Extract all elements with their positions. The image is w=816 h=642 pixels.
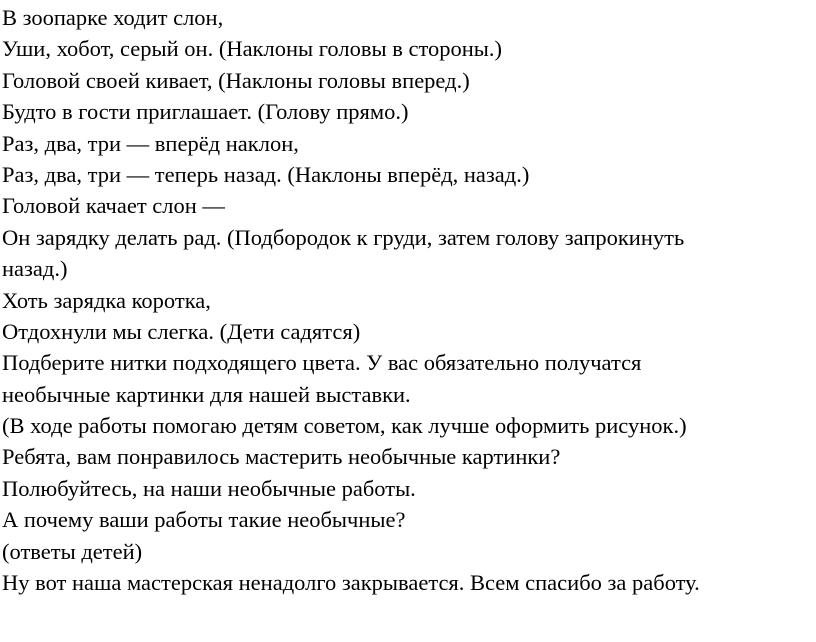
instruction-line-1-continued: необычные картинки для нашей выставки. — [2, 381, 411, 407]
poem-line-3: Головой своей кивает, (Наклоны головы вперед.) — [2, 67, 470, 93]
closing-line: Ну вот наша мастерская ненадолго закрывается. Всем спасибо за работу. — [2, 570, 700, 596]
poem-line-7: Головой качает слон — — [2, 193, 225, 219]
document-body — [2, 0, 812, 598]
statement-line: Полюбуйтесь, на наши необычные работы. — [2, 475, 416, 501]
poem-line-8-continued: назад.) — [2, 256, 68, 282]
question-line-2: А почему ваши работы такие необычные? — [2, 507, 406, 533]
children-answers-note: (ответы детей) — [2, 538, 143, 564]
question-line-1: Ребята, вам понравилось мастерить необычные картинки? — [2, 444, 561, 470]
poem-line-4: Будто в гости приглашает. (Голову прямо.) — [2, 99, 409, 125]
teacher-note: (В ходе работы помогаю детям советом, как лучше оформить рисунок.) — [2, 413, 687, 439]
poem-line-8: Он зарядку делать рад. (Подбородок к груди, затем голову запрокинуть — [2, 224, 685, 250]
instruction-line-1: Подберите нитки подходящего цвета. У вас обязательно получатся — [2, 350, 642, 376]
poem-line-1: В зоопарке ходит слон, — [2, 5, 224, 30]
poem-line-5: Раз, два, три — вперёд наклон, — [2, 130, 299, 156]
poem-line-9: Хоть зарядка коротка, — [2, 287, 211, 313]
poem-line-2: Уши, хобот, серый он. (Наклоны головы в стороны.) — [2, 36, 503, 62]
poem-line-6: Раз, два, три — теперь назад. (Наклоны вперёд, назад.) — [2, 161, 530, 187]
poem-line-10: Отдохнули мы слегка. (Дети садятся) — [2, 318, 361, 344]
